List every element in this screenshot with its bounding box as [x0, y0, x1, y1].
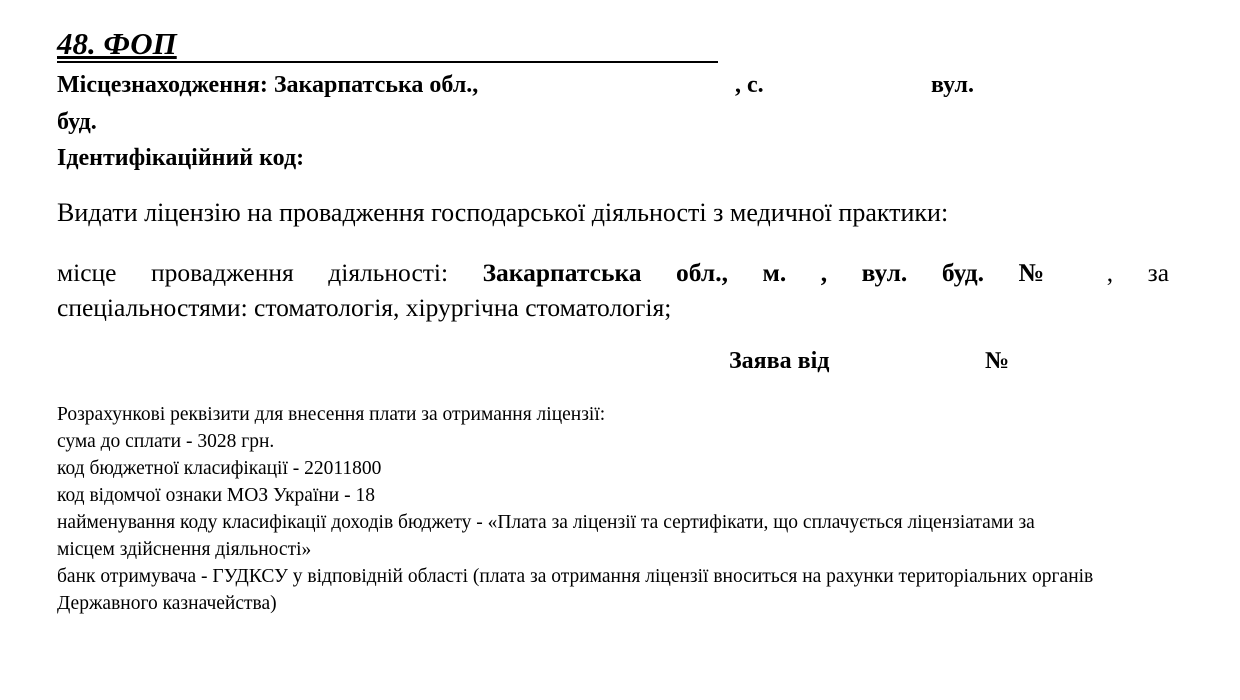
location-building: буд. [57, 109, 97, 135]
payment-income-code-line2: місцем здійснення діяльності» [57, 539, 312, 560]
payment-department-code: код відомчої ознаки МОЗ України - 18 [57, 485, 375, 506]
location-village: , с. [735, 72, 764, 98]
location-label: Місцезнаходження: Закарпатська обл., [57, 72, 479, 98]
payment-budget-code: код бюджетної класифікації - 22011800 [57, 458, 382, 479]
id-code-label: Ідентифікаційний код: [57, 145, 305, 171]
activity-street: , вул. [820, 258, 908, 287]
activity-specialties: спеціальностями: стоматологія, хірургічна стоматологія; [57, 293, 672, 322]
heading-underline [57, 61, 718, 63]
payment-intro: Розрахункові реквізити для внесення плати за отримання ліцензії: [57, 404, 606, 425]
application-number-sign: № [985, 348, 1010, 374]
payment-bank-line2: Державного казначейства) [57, 593, 277, 614]
payment-income-code-line1: найменування коду класифікації доходів бюджету - «Плата за ліцензії та сертифікати, що сплачується ліцензіатами за [57, 512, 1035, 533]
activity-for: , за [1106, 258, 1170, 287]
activity-building: буд. № [941, 258, 1073, 287]
decision-text: Видати ліцензію на провадження господарської діяльності з медичної практики: [57, 198, 949, 227]
activity-region: Закарпатська обл., м. [482, 258, 787, 287]
payment-bank-line1: банк отримувача - ГУДКСУ у відповідній області (плата за отримання ліцензії вноситься на рахунки територіальних органів [57, 566, 1094, 587]
activity-place-line [57, 258, 1169, 288]
activity-place-label: місце провадження діяльності: [57, 258, 449, 287]
location-street: вул. [931, 72, 975, 98]
entry-heading: 48. ФОП [57, 26, 177, 61]
payment-amount: сума до сплати - 3028 грн. [57, 431, 275, 452]
application-label: Заява від [729, 348, 830, 374]
